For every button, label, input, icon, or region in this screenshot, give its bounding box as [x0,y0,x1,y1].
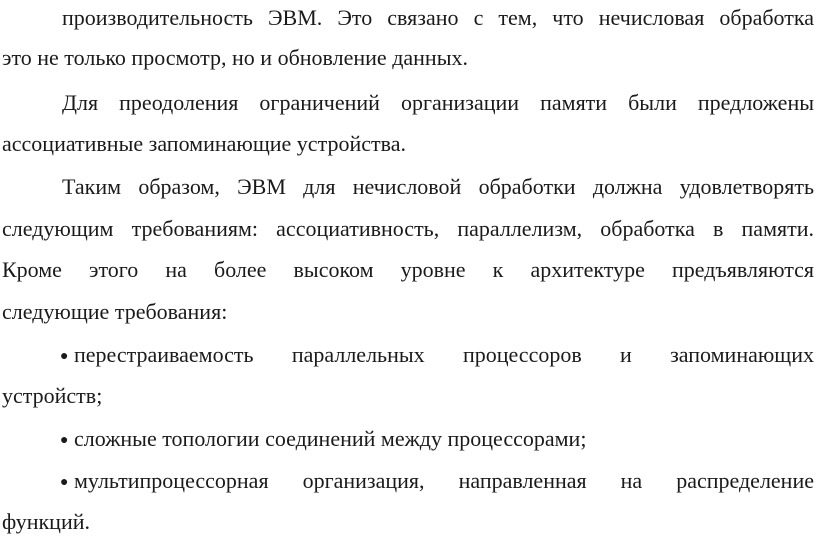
bullet-icon: ● [60,433,69,448]
text-line: это не только просмотр, но и обновление данных. [2,45,468,70]
list-item [2,424,814,454]
text-line: функций. [2,509,90,534]
bullet-icon: ● [60,475,69,490]
text-line: Таким образом, ЭВМ для нечисловой обработки должна удовлетворять [62,174,814,199]
text-line: следующие требования: [2,299,228,324]
bullet-icon: ● [60,349,69,364]
text-line: устройств; [2,383,103,408]
list-item-text: мультипроцессорная организация, направленная на распределение [74,468,814,493]
list-item [2,466,814,496]
list-item-text: перестраиваемость параллельных процессоров и запоминающих [74,342,814,367]
text-line: следующим требованиям: ассоциативность, параллелизм, обработка в памяти. [2,216,814,241]
text-line: ассоциативные запоминающие устройства. [2,131,406,156]
list-item [2,340,814,370]
text-line: Для преодоления ограничений организации памяти были предложены [62,90,814,115]
text-line: Кроме этого на более высоком уровне к архитектуре предъявляются [2,257,814,282]
text-line: производительность ЭВМ. Это связано с тем, что нечисловая обработка [62,5,814,30]
list-item-text: сложные топологии соединений между процессорами; [74,426,587,451]
